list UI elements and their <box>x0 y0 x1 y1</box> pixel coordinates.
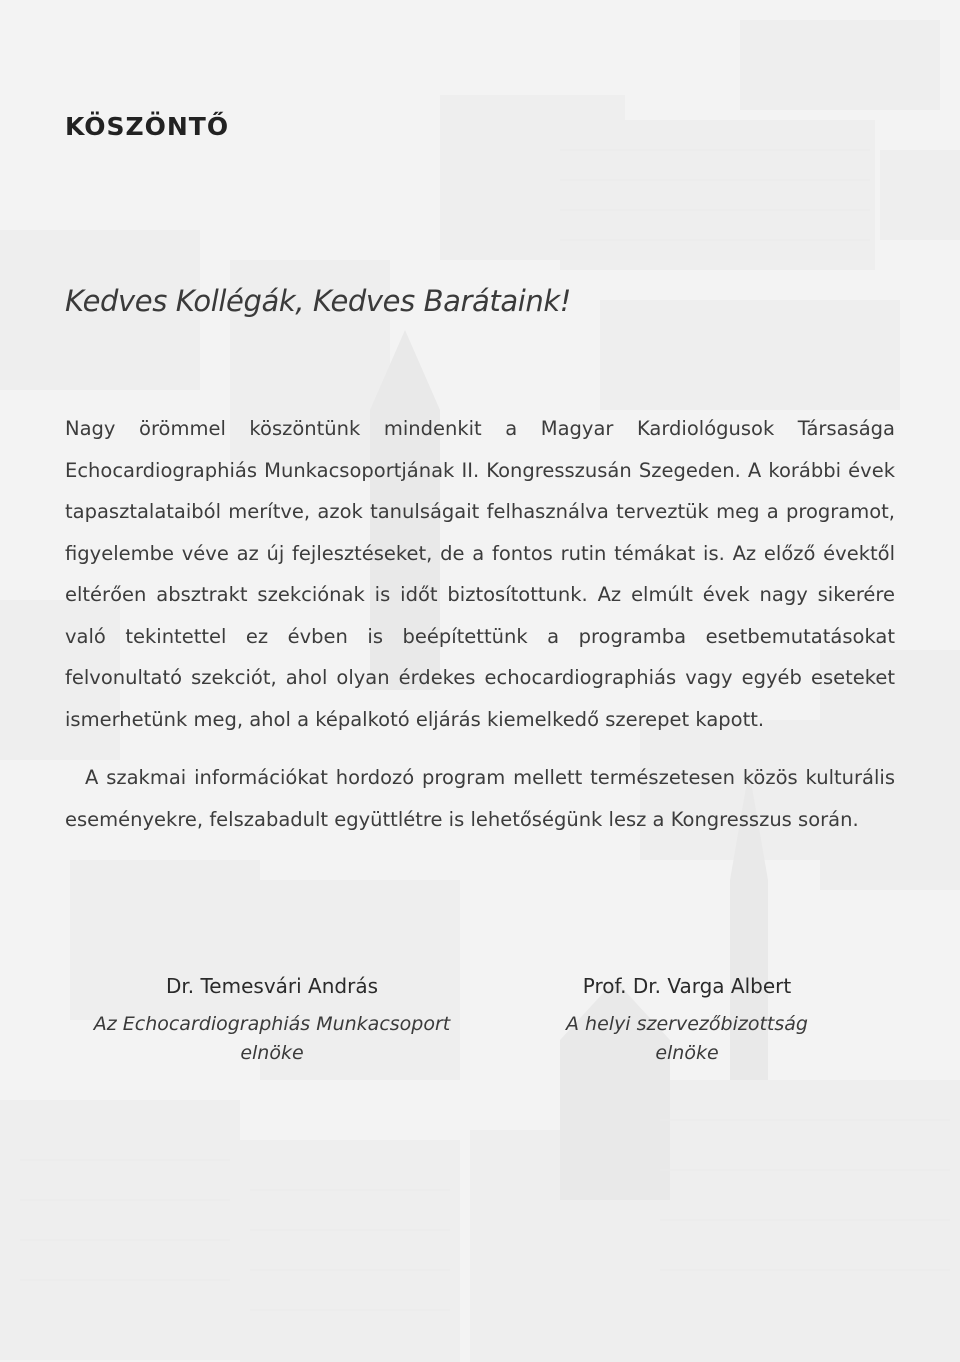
page-heading: KÖSZÖNTŐ <box>65 112 230 141</box>
signature-role-line: elnöke <box>655 1042 719 1064</box>
signature-varga <box>477 968 897 1068</box>
signature-temesvari <box>62 968 482 1068</box>
signature-role <box>477 1010 897 1068</box>
signature-role-line: Az Echocardiographiás Munkacsoport <box>93 1013 451 1035</box>
signature-role <box>62 1010 482 1068</box>
signature-name: Prof. Dr. Varga Albert <box>582 974 792 998</box>
signature-role-line: elnöke <box>240 1042 304 1064</box>
paragraph-1: Nagy örömmel köszöntünk mindenkit a Magyar Kardiológusok Társasága Echocardiographiás Munkacsoportjának II. Kongresszusán Szegeden. A korábbi évek tapasztalataiból merítve, azok tanulságait felhasználva terveztük meg a programot, figyelembe véve az új fejlesztéseket, de a fontos rutin témákat is. Az előző évektől eltérően absztrakt szekciónak is időt biztosítottunk. Az elmúlt évek nagy sikerére való tekintettel ez évben is beépítettünk a programba esetbemutatásokat felvonultató szekciót, ahol olyan érdekes echocardiographiás vagy egyéb eseteket ismerhetünk meg, ahol a képalkotó eljárás kiemelkedő szerepet kapott. <box>65 417 895 731</box>
signature-name: Dr. Temesvári András <box>165 974 378 998</box>
salutation: Kedves Kollégák, Kedves Barátaink! <box>65 284 571 318</box>
paragraph-2: A szakmai információkat hordozó program mellett természetesen közös kulturális eseményekre, felszabadult együttlétre is lehetőségünk lesz a Kongresszus során. <box>65 766 895 831</box>
signature-role-line: A helyi szervezőbizottság <box>566 1013 808 1035</box>
